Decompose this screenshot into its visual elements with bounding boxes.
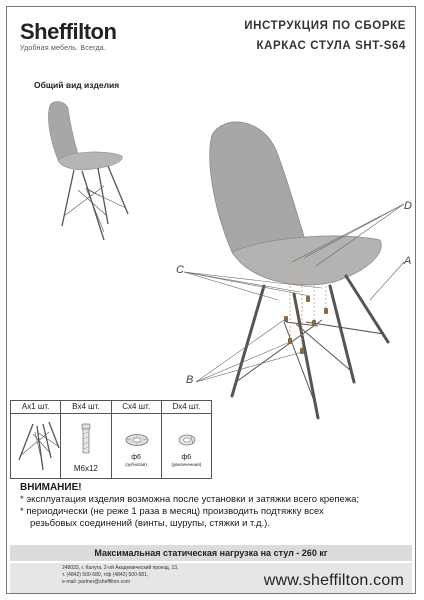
part-a-cell (11, 414, 61, 479)
page-title: ИНСТРУКЦИЯ ПО СБОРКЕ (244, 20, 406, 32)
callout-c: C (176, 264, 184, 276)
callout-b: B (186, 374, 194, 386)
part-b-size: M6x12 (73, 464, 98, 473)
max-load-banner: Максимальная статическая нагрузка на стул - 260 кг (10, 545, 412, 561)
large-chair-icon (184, 122, 404, 418)
brand-name: Sheffilton (20, 19, 117, 44)
product-title: КАРКАС СТУЛА SHT-S64 (256, 40, 406, 52)
part-c-size: ф6 (131, 454, 141, 461)
part-c-header: Cx4 шт. (111, 401, 161, 414)
parts-header-row (11, 401, 212, 414)
lock-washer-icon (162, 414, 212, 478)
notice-title: ВНИМАНИЕ! (20, 482, 82, 493)
notice-item-2-continued: резьбовых соединений (винты, шурупы, стяжки и т.д.). (30, 518, 270, 529)
address-line-3: e-mail: partner@sheffilton.com (62, 579, 131, 585)
part-d-note: (увеличенная) (171, 462, 202, 467)
serrated-washer-icon (112, 414, 162, 478)
part-d-size: ф6 (181, 454, 192, 461)
part-b-header: Bx4 шт. (61, 401, 111, 414)
notice-item-1: * эксплуатация изделия возможна после установки и затяжки всего крепежа; (20, 494, 360, 505)
callout-d: D (404, 200, 412, 212)
address-line-2: т. (4842) 500-580, т/ф (4842) 500-581, (62, 572, 149, 578)
footer (10, 563, 412, 593)
company-address (62, 565, 178, 586)
part-d-cell (161, 414, 211, 479)
warning-notice (20, 482, 410, 530)
part-d-header: Dx4 шт. (161, 401, 211, 414)
callout-a: A (404, 255, 412, 267)
chair-base-frame-icon (11, 414, 61, 478)
part-c-cell (111, 414, 161, 479)
part-a-header: Ax1 шт. (11, 401, 61, 414)
part-b-cell (61, 414, 111, 479)
overview-label: Общий вид изделия (34, 80, 120, 90)
notice-item-2: * периодически (не реже 1 раза в месяц) производить подтяжку всех (20, 506, 324, 517)
brand-tagline: Удобная мебель. Всегда. (20, 45, 107, 52)
small-chair-icon (48, 102, 128, 240)
parts-table (10, 400, 212, 479)
parts-body-row (11, 414, 212, 479)
address-line-1: 248033, г. Калуга, 2-ой Академический проезд, 13, (62, 565, 179, 571)
website-link[interactable]: www.sheffilton.com (263, 572, 404, 589)
part-c-note: (зубчатая) (125, 462, 147, 467)
